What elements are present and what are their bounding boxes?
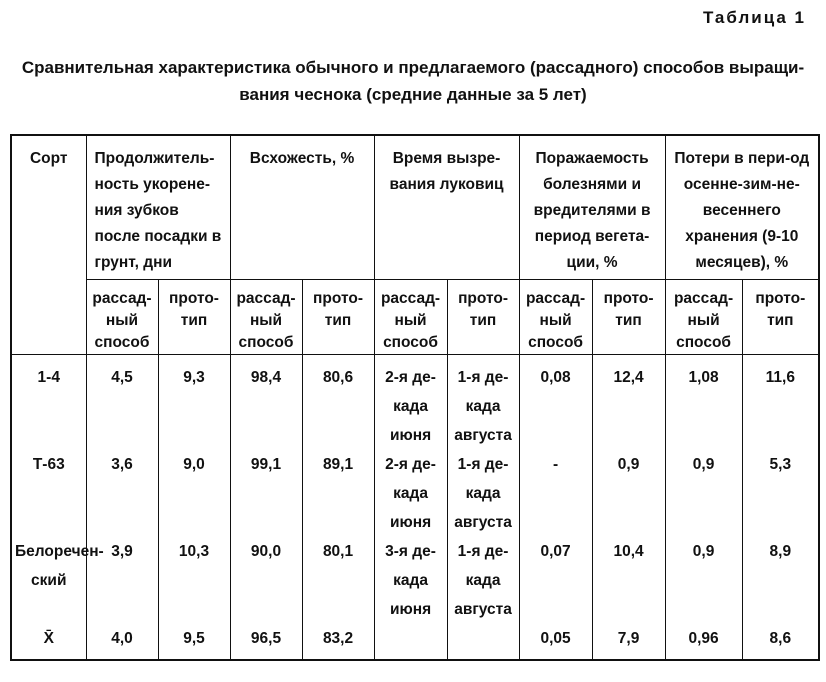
cell-losses-proto: 5,3: [742, 450, 819, 537]
cell-losses-proto: 8,9: [742, 537, 819, 624]
table-row: [11, 537, 819, 624]
sub-ripening-seedling: рассад-ный способ: [374, 280, 447, 355]
sub-duration-seedling: рассад-ный способ: [86, 280, 158, 355]
cell-disease-seedling: 0,08: [519, 355, 592, 451]
cell-germination-seedling: 90,0: [230, 537, 302, 624]
cell-ripening-proto: 1-я де-када августа: [447, 450, 519, 537]
table-caption: [10, 54, 816, 108]
header-sort: Сорт: [11, 135, 86, 355]
cell-duration-seedling: 4,0: [86, 624, 158, 660]
sub-germination-seedling: рассад-ный способ: [230, 280, 302, 355]
cell-duration-seedling: 3,6: [86, 450, 158, 537]
cell-disease-proto: 10,4: [592, 537, 665, 624]
cell-disease-seedling: 0,05: [519, 624, 592, 660]
sub-duration-proto: прото-тип: [158, 280, 230, 355]
cell-sort: Белоречен-ский: [11, 537, 86, 624]
cell-losses-proto: 8,6: [742, 624, 819, 660]
caption-line-2: вания чеснока (средние данные за 5 лет): [239, 85, 587, 104]
header-germination: Всхожесть, %: [230, 135, 374, 280]
comparison-table: [10, 134, 820, 661]
header-disease: Поражаемость болезнями и вредителями в период вегета-ции, %: [519, 135, 665, 280]
cell-duration-seedling: 3,9: [86, 537, 158, 624]
cell-germination-proto: 83,2: [302, 624, 374, 660]
cell-germination-proto: 89,1: [302, 450, 374, 537]
sub-disease-seedling: рассад-ный способ: [519, 280, 592, 355]
cell-sort: 1-4: [11, 355, 86, 451]
cell-ripening-seedling: 3-я де-када июня: [374, 537, 447, 624]
cell-duration-proto: 9,5: [158, 624, 230, 660]
cell-germination-proto: 80,6: [302, 355, 374, 451]
table-row: [11, 450, 819, 537]
cell-ripening-seedling: 2-я де-када июня: [374, 355, 447, 451]
cell-germination-proto: 80,1: [302, 537, 374, 624]
cell-disease-seedling: -: [519, 450, 592, 537]
sub-germination-proto: прото-тип: [302, 280, 374, 355]
cell-disease-seedling: 0,07: [519, 537, 592, 624]
cell-duration-seedling: 4,5: [86, 355, 158, 451]
cell-losses-seedling: 1,08: [665, 355, 742, 451]
cell-germination-seedling: 99,1: [230, 450, 302, 537]
cell-losses-seedling: 0,9: [665, 450, 742, 537]
cell-ripening-proto: 1-я де-када августа: [447, 355, 519, 451]
header-duration: Продолжитель-ность укорене-ния зубков после посадки в грунт, дни: [86, 135, 230, 280]
cell-sort-mean: X̄: [11, 624, 86, 660]
cell-duration-proto: 9,0: [158, 450, 230, 537]
sub-ripening-proto: прото-тип: [447, 280, 519, 355]
sub-losses-seedling: рассад-ный способ: [665, 280, 742, 355]
cell-losses-seedling: 0,9: [665, 537, 742, 624]
cell-ripening-seedling: [374, 624, 447, 660]
cell-losses-seedling: 0,96: [665, 624, 742, 660]
cell-ripening-proto: [447, 624, 519, 660]
caption-line-1: Сравнительная характеристика обычного и предлагаемого (рассадного) способов выращи-: [21, 58, 805, 77]
cell-sort: Т-63: [11, 450, 86, 537]
table-number-label: Таблица 1: [702, 8, 806, 27]
header-row: [11, 135, 819, 280]
header-losses: Потери в пери-од осенне-зим-не-весеннего хранения (9-10 месяцев), %: [665, 135, 819, 280]
sub-disease-proto: прото-тип: [592, 280, 665, 355]
cell-disease-proto: 7,9: [592, 624, 665, 660]
cell-disease-proto: 0,9: [592, 450, 665, 537]
table-row: [11, 624, 819, 660]
cell-germination-seedling: 96,5: [230, 624, 302, 660]
cell-duration-proto: 9,3: [158, 355, 230, 451]
sub-losses-proto: прото-тип: [742, 280, 819, 355]
cell-losses-proto: 11,6: [742, 355, 819, 451]
cell-germination-seedling: 98,4: [230, 355, 302, 451]
header-ripening: Время вызре-вания луковиц: [374, 135, 519, 280]
subheader-row: [11, 280, 819, 355]
cell-duration-proto: 10,3: [158, 537, 230, 624]
cell-disease-proto: 12,4: [592, 355, 665, 451]
cell-ripening-proto: 1-я де-када августа: [447, 537, 519, 624]
cell-ripening-seedling: 2-я де-када июня: [374, 450, 447, 537]
table-row: [11, 355, 819, 451]
